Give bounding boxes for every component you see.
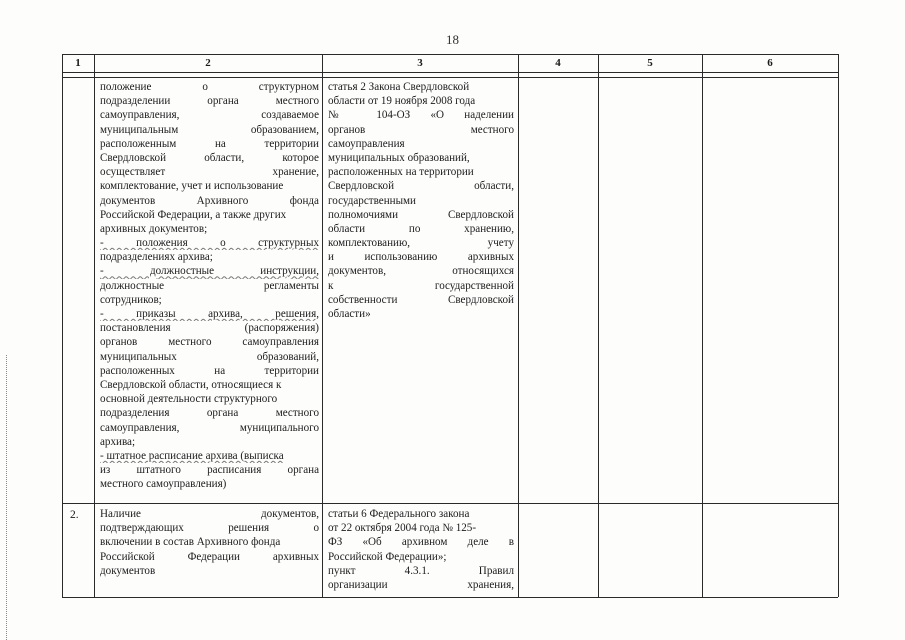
table-row-spacer-border — [62, 77, 838, 78]
row1-col3-line: государственными — [328, 194, 416, 207]
row1-col2-line: осуществляет хранение, — [100, 166, 319, 179]
row2-col2-line: Российской Федерации архивных — [100, 550, 319, 563]
table-header-bottom-border — [62, 72, 838, 73]
table-row-divider — [62, 503, 838, 504]
row1-col2-line: из штатного расписания органа — [100, 464, 319, 477]
table-header-5: 5 — [647, 57, 653, 69]
row2-col2-line: Наличие документов, — [100, 508, 319, 520]
row1-col2-line: - должностные инструкции, — [100, 265, 319, 278]
row2-number: 2. — [70, 509, 79, 521]
row1-col3-line: органов местного — [328, 123, 514, 136]
row1-col3-line: комплектованию, учету — [328, 237, 514, 250]
row1-col2-line: сотрудников; — [100, 293, 162, 306]
row1-col3-line: области от 19 ноября 2008 года — [328, 95, 476, 108]
row2-col2-line: включении в состав Архивного фонда — [100, 536, 281, 549]
row1-col2-cell — [100, 80, 319, 491]
row1-col2-line: самоуправления, создаваемое — [100, 109, 319, 122]
table-col-border-2-3 — [322, 54, 323, 597]
row1-col2-line: самоуправления, муниципального — [100, 421, 319, 434]
row2-col3-line: ФЗ «Об архивном деле в — [328, 536, 514, 549]
row2-col2-line: подтверждающих решения о — [100, 522, 319, 535]
row1-col2-line: подразделениях архива; — [100, 251, 213, 264]
row1-col2-line: расположенных на территории — [100, 364, 319, 377]
row1-col2-line: муниципальным образованием, — [100, 123, 319, 136]
row1-col2-line: муниципальных образований, — [100, 350, 319, 363]
row1-col3-line: и использованию архивных — [328, 251, 514, 264]
table-top-border — [62, 54, 838, 55]
row2-col3-line: пункт 4.3.1. Правил — [328, 564, 514, 577]
row1-col2-line: основной деятельности структурного — [100, 393, 278, 406]
row1-col2-line: документов Архивного фонда — [100, 194, 319, 207]
row1-col3-line: статья 2 Закона Свердловской — [328, 81, 470, 93]
row1-col3-line: к государственной — [328, 279, 514, 292]
table-header-6: 6 — [767, 57, 773, 69]
row1-col3-line: области по хранению, — [328, 222, 514, 235]
row1-col2-line: Свердловской области, которое — [100, 151, 319, 164]
row1-col2-line: подразделения органа местного — [100, 407, 319, 420]
row2-col3-line: Российской Федерации»; — [328, 550, 447, 563]
row1-col3-line: собственности Свердловской — [328, 293, 514, 306]
table-col-border-1-2 — [94, 54, 95, 597]
row1-col2-line: подразделении органа местного — [100, 95, 319, 108]
row1-col3-line: муниципальных образований, — [328, 151, 470, 164]
row2-col2-cell — [100, 507, 319, 578]
row1-col3-line: № 104-ОЗ «О наделении — [328, 109, 514, 122]
row1-col2-line: органов местного самоуправления — [100, 336, 319, 349]
page-number: 18 — [446, 32, 459, 47]
row1-col2-line: - штатное расписание архива (выписка — [100, 449, 284, 462]
table-header-4: 4 — [555, 57, 561, 69]
table-col-border-4-5 — [598, 54, 599, 597]
table-header-3: 3 — [417, 57, 423, 69]
row2-col3-line: статьи 6 Федерального закона — [328, 508, 470, 520]
row2-col2-line: документов — [100, 564, 156, 577]
row2-col3-line: организации хранения, — [328, 578, 514, 591]
table-header-2: 2 — [205, 57, 211, 69]
row1-col2-line: положение о структурном — [100, 81, 319, 93]
row1-col3-line: документов, относящихся — [328, 265, 514, 278]
row1-col2-line: архива; — [100, 435, 136, 448]
row1-col2-line: - приказы архива, решения, — [100, 308, 319, 320]
row1-col2-line: должностные регламенты — [100, 279, 319, 292]
row1-col2-line: местного самоуправления) — [100, 478, 227, 491]
scan-edge-artifact — [6, 355, 8, 640]
row1-col2-line: постановления (распоряжения) — [100, 322, 319, 335]
row1-col3-line: Свердловской области, — [328, 180, 514, 193]
row1-col3-line: самоуправления — [328, 137, 405, 150]
row1-col2-line: архивных документов; — [100, 222, 208, 235]
row1-col2-line: - положения о структурных — [100, 237, 319, 250]
row1-col3-line: расположенных на территории — [328, 166, 474, 179]
table-col-border-5-6 — [702, 54, 703, 597]
table-col-border-3-4 — [518, 54, 519, 597]
row1-col2-line: расположенным на территории — [100, 137, 319, 150]
row1-col2-line: Российской Федерации, а также других — [100, 208, 287, 221]
table-bottom-border — [62, 597, 838, 598]
row1-col3-line: области» — [328, 308, 371, 320]
table-col-border-left — [62, 54, 63, 597]
table-col-border-right — [838, 54, 839, 597]
row1-col2-line: комплектование, учет и использование — [100, 180, 284, 193]
row2-col3-line: от 22 октября 2004 года № 125- — [328, 522, 477, 535]
row1-col3-line: полномочиями Свердловской — [328, 208, 514, 221]
table-header-1: 1 — [75, 57, 81, 69]
row1-col3-cell — [328, 80, 514, 321]
row1-col2-line: Свердловской области, относящиеся к — [100, 378, 282, 391]
row2-col3-cell — [328, 507, 514, 592]
